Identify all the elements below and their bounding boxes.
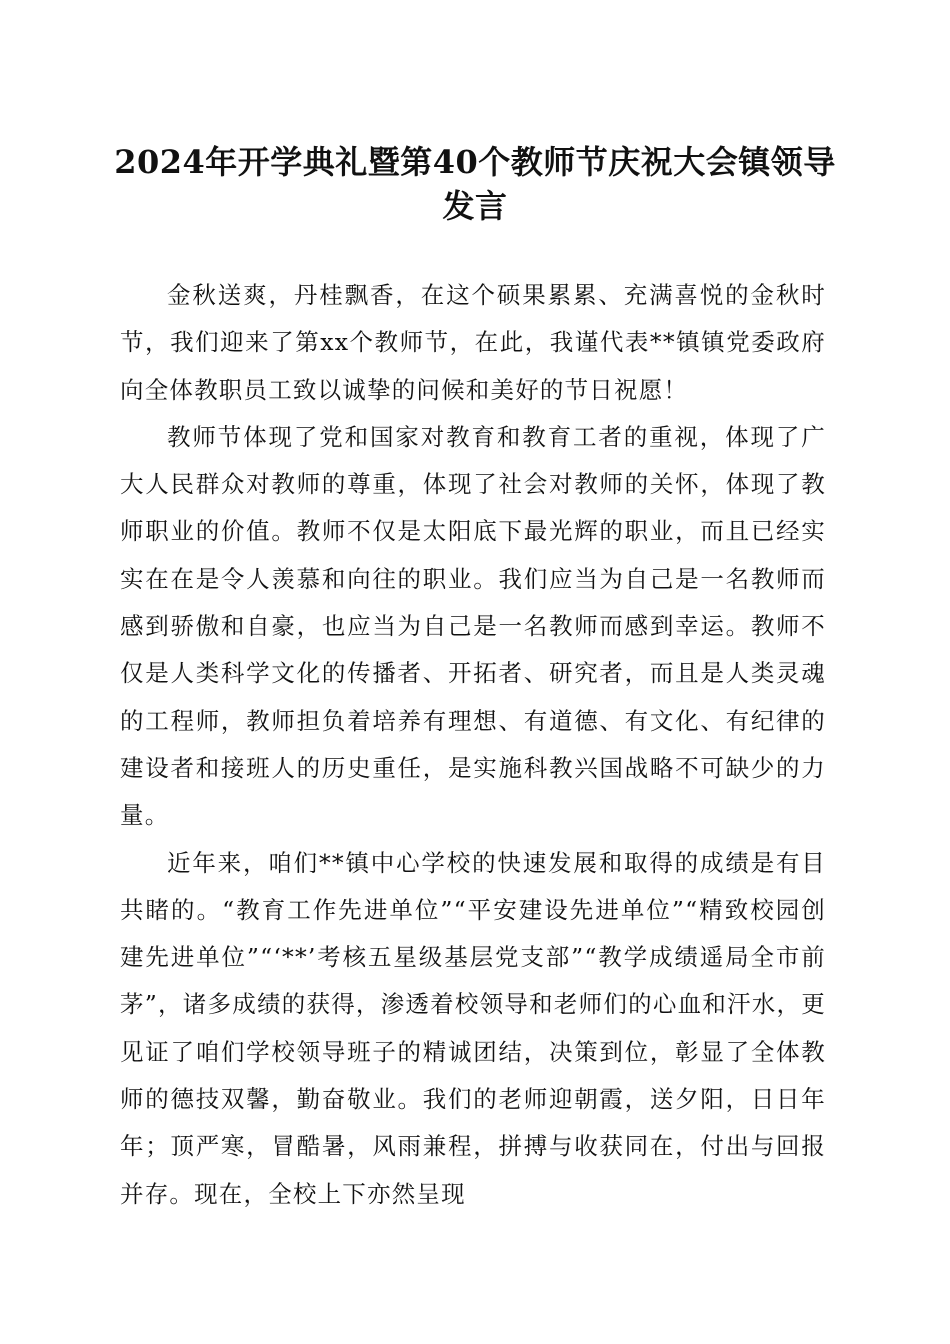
paragraph: 金秋送爽，丹桂飘香，在这个硕果累累、充满喜悦的金秋时节，我们迎来了第xx个教师节，在此，我谨代表**镇镇党委政府向全体教职员工致以诚挚的问候和美好的节日祝愿！ xyxy=(120,281,826,404)
paragraph: 近年来，咱们**镇中心学校的快速发展和取得的成绩是有目共睹的。“教育工作先进单位”“平安建设先进单位”“精致校园创建先进单位”“‘**’考核五星级基层党支部”“教学成绩遥局全市前茅”，诸多成绩的获得，渗透着校领导和老师们的心血和汗水，更见证了咱们学校领导班子的精诚团结，决策到位，彰显了全体教师的德技双馨，勤奋敬业。我们的老师迎朝霞，送夕阳，日日年年；顶严寒，冒酷暑，风雨兼程，拼搏与收获同在，付出与回报并存。现在，全校上下亦然呈现 xyxy=(120,848,826,1208)
paragraph: 教师节体现了党和国家对教育和教育工者的重视，体现了广大人民群众对教师的尊重，体现了社会对教师的关怀，体现了教师职业的价值。教师不仅是太阳底下最光辉的职业，而且已经实实在在是令人羡慕和向往的职业。我们应当为自己是一名教师而感到骄傲和自豪，也应当为自己是一名教师而感到幸运。教师不仅是人类科学文化的传播者、开拓者、研究者，而且是人类灵魂的工程师，教师担负着培养有理想、有道德、有文化、有纪律的建设者和接班人的历史重任，是实施科教兴国战略不可缺少的力量。 xyxy=(120,422,826,830)
document-title: 2024年开学典礼暨第40个教师节庆祝大会镇领导发言 xyxy=(114,143,836,225)
document-body xyxy=(120,272,826,1218)
